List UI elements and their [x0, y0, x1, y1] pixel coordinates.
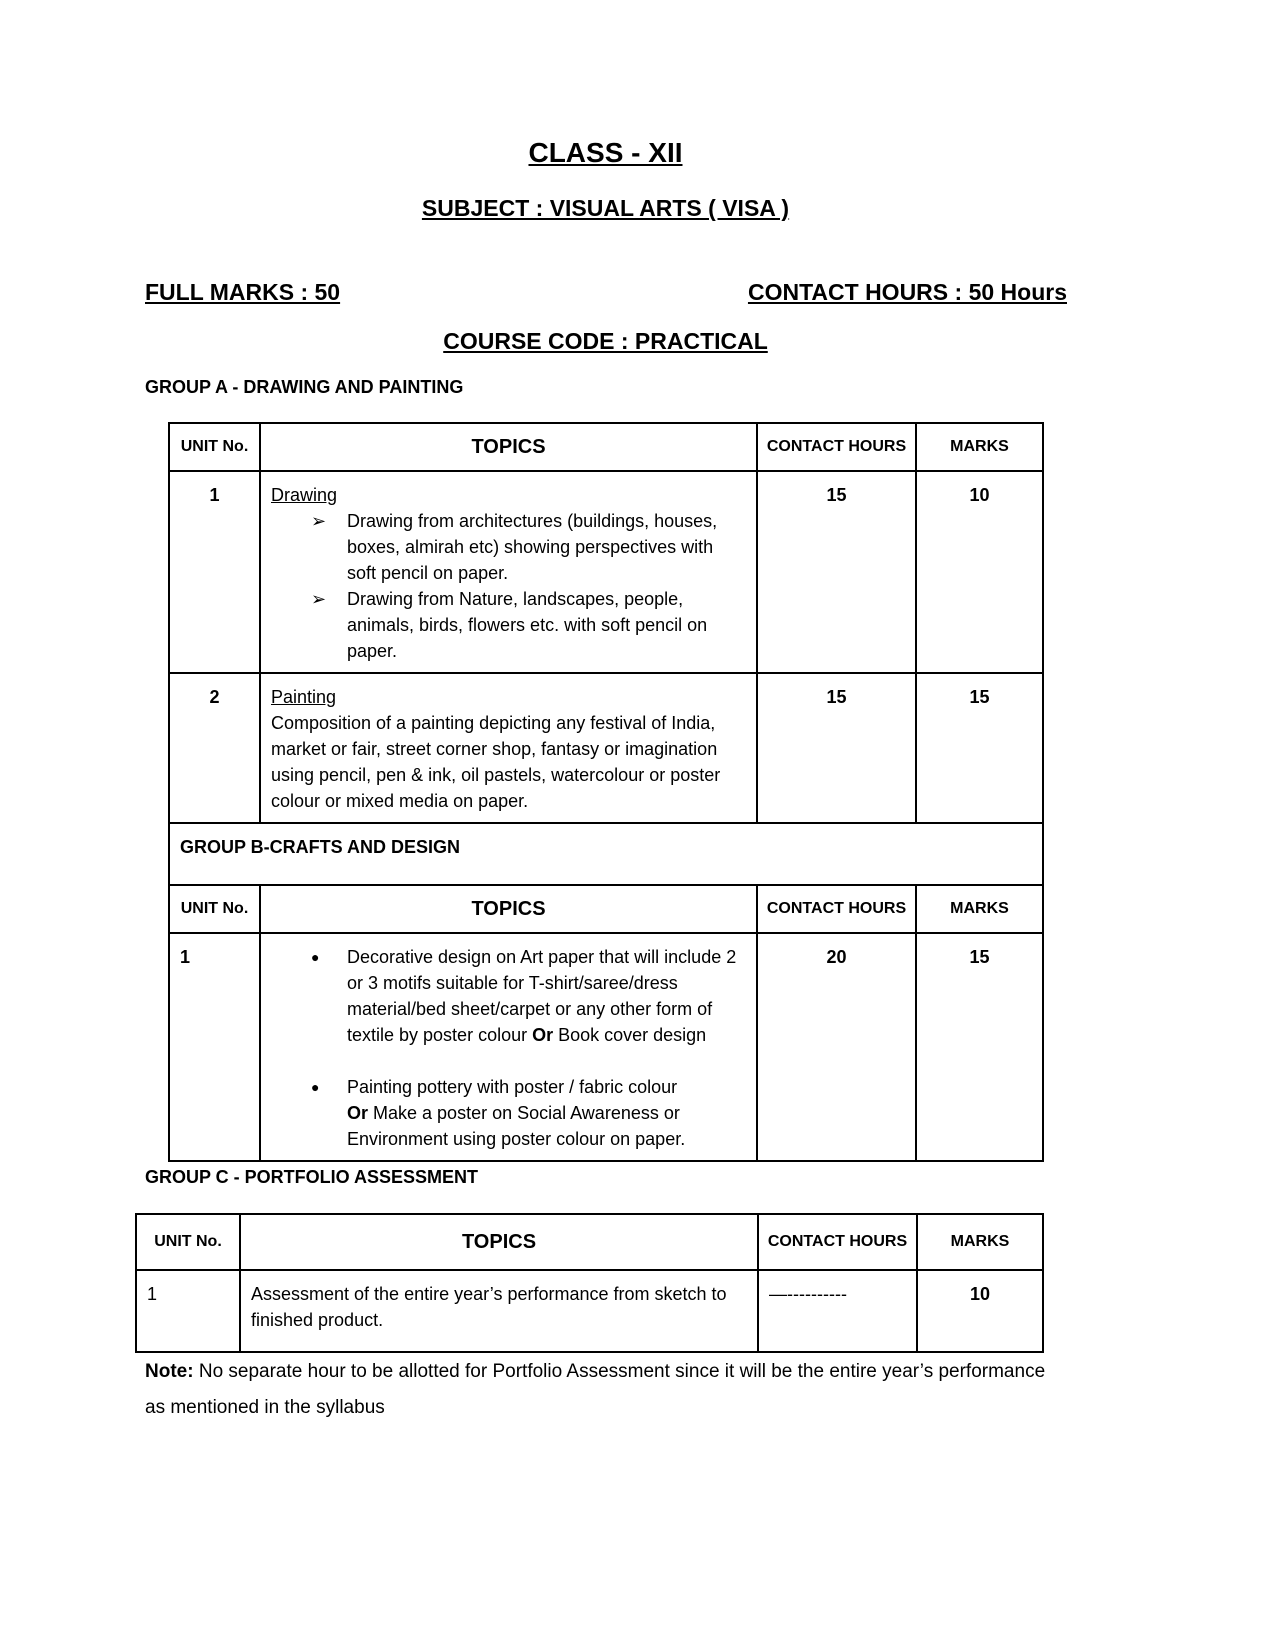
topic-heading: Painting: [271, 687, 337, 707]
group-c-table: [135, 1213, 1044, 1353]
topic-cell: [260, 471, 757, 673]
groups-ab-table: [168, 422, 1044, 1162]
unit-number: 2: [169, 673, 260, 823]
group-c-header-row: [136, 1214, 1043, 1270]
bullet-text: Painting pottery with poster / fabric colour: [347, 1077, 678, 1097]
group-b-header-row: [169, 885, 1043, 933]
topic-text: Composition of a painting depicting any festival of India, market or fair, street corner shop, fantasy or imagination using pencil, pen & ink, oil pastels, watercolour or poster colour or mixed media on paper.: [271, 713, 721, 811]
bullet-text: Make a poster on Social Awareness or Environment using poster colour on paper.: [347, 1103, 686, 1149]
note-text: No separate hour to be allotted for Portfolio Assessment since it will be the entire year’s performance as mentioned in the syllabus: [145, 1361, 1046, 1418]
col-unit-header: UNIT No.: [169, 423, 260, 471]
col-unit-header: UNIT No.: [136, 1214, 240, 1270]
table-row: [136, 1270, 1043, 1352]
or-word: Or: [347, 1103, 369, 1123]
arrow-bullet-icon: ➢: [311, 589, 327, 609]
class-title: CLASS - XII: [528, 137, 683, 168]
topic-bullets: [271, 508, 746, 664]
marks-value: 15: [916, 933, 1043, 1161]
col-marks-header: MARKS: [916, 885, 1043, 933]
col-topics-header: TOPICS: [240, 1214, 758, 1270]
group-b-label-row: [169, 823, 1043, 885]
bullet-text: Drawing from Nature, landscapes, people, animals, birds, flowers etc. with soft pencil on paper.: [347, 589, 708, 661]
col-hours-header: CONTACT HOURS: [757, 423, 916, 471]
list-item: [311, 1074, 746, 1152]
subject-title: SUBJECT : VISUAL ARTS ( VISA ): [421, 195, 790, 221]
table-row: [169, 673, 1043, 823]
bullet-text: Book cover design: [553, 1025, 707, 1045]
topic-bullets: [271, 944, 746, 1152]
marks-value: 15: [916, 673, 1043, 823]
col-topics-header: TOPICS: [260, 885, 757, 933]
marks-value: 10: [916, 471, 1043, 673]
group-b-label: GROUP B-CRAFTS AND DESIGN: [169, 823, 1043, 885]
list-item: [311, 508, 746, 586]
col-hours-header: CONTACT HOURS: [757, 885, 916, 933]
group-c-label: GROUP C - PORTFOLIO ASSESSMENT: [145, 1167, 479, 1187]
topic-heading: Drawing: [271, 485, 338, 505]
col-hours-header: CONTACT HOURS: [758, 1214, 917, 1270]
list-item: [311, 944, 746, 1048]
col-topics-header: TOPICS: [260, 423, 757, 471]
group-a-label: GROUP A - DRAWING AND PAINTING: [145, 377, 464, 397]
bullet-text: Drawing from architectures (buildings, houses, boxes, almirah etc) showing perspectives with soft pencil on paper.: [347, 511, 718, 583]
topic-text: Assessment of the entire year’s performance from sketch to finished product.: [240, 1270, 758, 1352]
note: [145, 1354, 1065, 1426]
col-unit-header: UNIT No.: [169, 885, 260, 933]
unit-number: 1: [136, 1270, 240, 1352]
course-code: COURSE CODE : PRACTICAL: [443, 328, 768, 354]
topic-cell: [260, 933, 757, 1161]
bullet-text: Decorative design on Art paper that will include 2 or 3 motifs suitable for T-shirt/saree/dress material/bed sheet/carpet or any other form of textile by poster colour: [347, 947, 737, 1045]
hours-value: 15: [757, 673, 916, 823]
list-item: [311, 586, 746, 664]
contact-hours-total: CONTACT HOURS : 50 Hours: [747, 279, 1067, 305]
marks-value: 10: [917, 1270, 1043, 1352]
unit-number: 1: [169, 933, 260, 1161]
or-word: Or: [532, 1025, 554, 1045]
dot-bullet-icon: ●: [311, 949, 320, 965]
topic-cell: [260, 673, 757, 823]
full-marks: FULL MARKS : 50: [145, 279, 341, 305]
table-row: [169, 933, 1043, 1161]
dot-bullet-icon: ●: [311, 1079, 320, 1095]
group-a-header-row: [169, 423, 1043, 471]
note-label: Note:: [145, 1361, 194, 1382]
unit-number: 1: [169, 471, 260, 673]
table-row: [169, 471, 1043, 673]
hours-value: 15: [757, 471, 916, 673]
col-marks-header: MARKS: [917, 1214, 1043, 1270]
hours-value: —----------: [758, 1270, 917, 1352]
hours-value: 20: [757, 933, 916, 1161]
col-marks-header: MARKS: [916, 423, 1043, 471]
arrow-bullet-icon: ➢: [311, 511, 327, 531]
